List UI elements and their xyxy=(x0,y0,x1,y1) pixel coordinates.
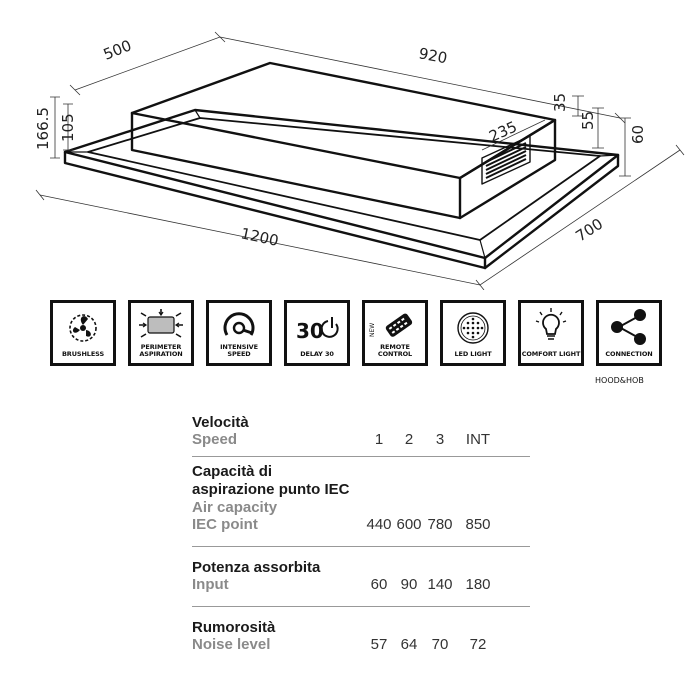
spec-it-label: Rumorosità xyxy=(192,619,276,636)
feature-intensive-speed xyxy=(206,300,272,366)
spec-it-label: aspirazione punto IEC xyxy=(192,481,350,498)
spec-table xyxy=(192,410,530,657)
spec-power xyxy=(192,547,530,607)
dim-60: 60 xyxy=(629,124,647,144)
value: 57 xyxy=(370,636,388,653)
feature-label: INTENSIVE SPEED xyxy=(220,343,258,358)
spec-it-label: Velocità xyxy=(192,414,249,431)
new-badge: NEW xyxy=(369,322,376,337)
value: 850 xyxy=(465,516,491,533)
spec-en-label: Input xyxy=(192,576,229,593)
dim-35: 35 xyxy=(551,92,569,112)
feature-brushless xyxy=(50,300,116,366)
value: 1 xyxy=(374,431,384,448)
feature-label: COMFORT LIGHT xyxy=(521,350,581,358)
feature-label: REMOTE CONTROL xyxy=(377,343,413,358)
value: 600 xyxy=(396,516,422,533)
feature-comfort-light xyxy=(518,300,584,366)
feature-perimeter-aspiration xyxy=(128,300,194,366)
feature-label: LED LIGHT xyxy=(454,350,492,358)
value: 60 xyxy=(370,576,388,593)
dim-920: 920 xyxy=(417,44,449,68)
dim-55: 55 xyxy=(579,110,597,130)
dim-105: 105 xyxy=(59,113,77,142)
dim-166-5: 166.5 xyxy=(34,107,52,150)
value: 70 xyxy=(431,636,449,653)
dim-235: 235 xyxy=(486,117,520,146)
hood-hob-label: HOOD&HOB xyxy=(595,376,644,385)
spec-en-label: IEC point xyxy=(192,516,258,533)
feature-led-light xyxy=(440,300,506,366)
spec-air-capacity xyxy=(192,457,530,547)
feature-remote-control xyxy=(362,300,428,366)
spec-speed xyxy=(192,410,530,457)
dim-1200: 1200 xyxy=(239,224,281,250)
value: 140 xyxy=(427,576,453,593)
feature-label: DELAY 30 xyxy=(300,350,334,358)
value: 64 xyxy=(400,636,418,653)
feature-label: BRUSHLESS xyxy=(61,350,105,358)
dim-700: 700 xyxy=(572,214,607,246)
dim-500: 500 xyxy=(100,36,135,64)
value: 72 xyxy=(469,636,487,653)
value: 90 xyxy=(400,576,418,593)
feature-delay-30 xyxy=(284,300,350,366)
spec-noise xyxy=(192,607,530,657)
technical-drawing xyxy=(0,0,700,290)
spec-en-label: Speed xyxy=(192,431,238,448)
delay-number: 30 xyxy=(296,319,324,343)
value: 2 xyxy=(404,431,414,448)
value: 440 xyxy=(366,516,392,533)
value: 180 xyxy=(465,576,491,593)
feature-label: CONNECTION xyxy=(605,350,653,358)
spec-it-label: Potenza assorbita xyxy=(192,559,321,576)
feature-connection xyxy=(596,300,662,366)
feature-icons-row xyxy=(50,300,660,370)
feature-label: PERIMETER ASPIRATION xyxy=(139,343,183,358)
spec-en-label: Noise level xyxy=(192,636,271,653)
value: INT xyxy=(465,431,491,448)
value: 780 xyxy=(427,516,453,533)
spec-en-label: Air capacity xyxy=(192,499,278,516)
value: 3 xyxy=(435,431,445,448)
spec-it-label: Capacità di xyxy=(192,463,273,480)
